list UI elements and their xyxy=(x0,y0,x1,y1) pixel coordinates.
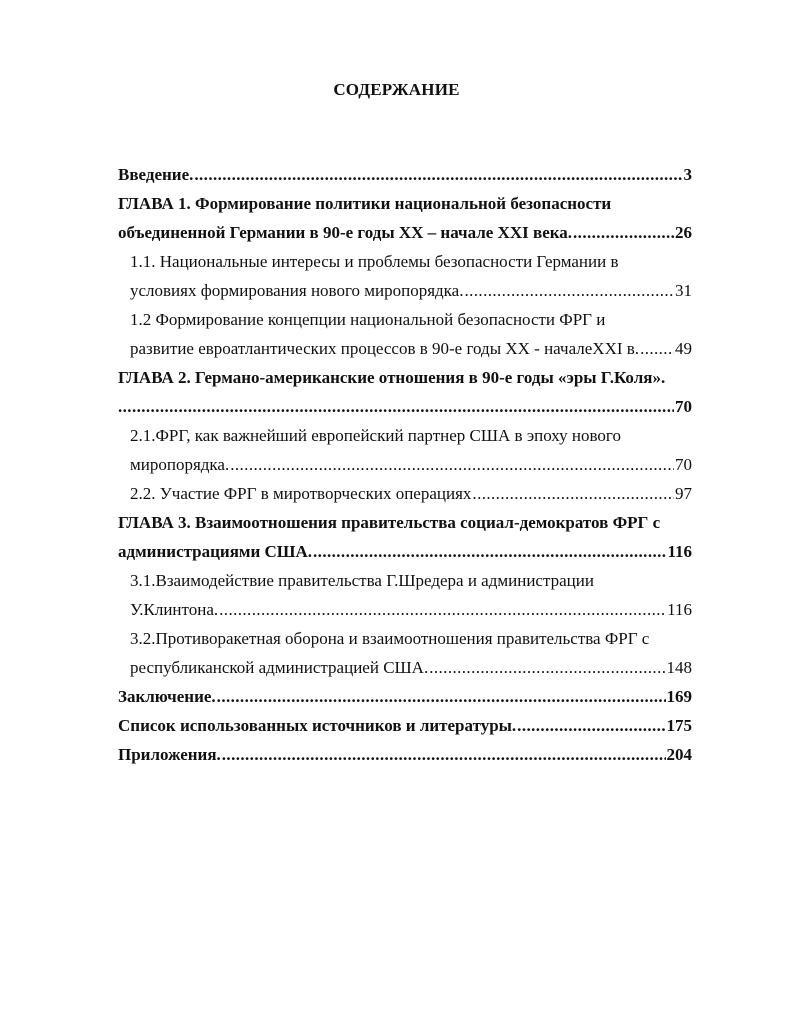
toc-page-number: 116 xyxy=(667,542,692,561)
dot-leader xyxy=(194,160,682,189)
toc-entry-section-3-2-line-1 xyxy=(118,624,692,653)
toc-entry-text: развитие евроатлантических процессов в 90-е годы XX - началеXXI в. xyxy=(130,339,640,358)
toc-entry-text: объединенной Германии в 90-е годы XX – начале XXI века. xyxy=(118,223,573,242)
toc-entry-text: 3.2.Противоракетная оборона и взаимоотношения правительства ФРГ с xyxy=(130,629,650,648)
toc-entry-text: Введение. xyxy=(118,165,194,184)
toc-entry-sources xyxy=(118,711,692,740)
toc-entry-chapter-2-line-1 xyxy=(118,363,692,392)
toc-entry-text: 2.2. Участие ФРГ в миротворческих операциях xyxy=(130,484,472,503)
toc-entry-chapter-1-line-1 xyxy=(118,189,692,218)
toc-page-number: 116 xyxy=(667,600,692,619)
toc-entry-text: 2.1.ФРГ, как важнейший европейский партнер США в эпоху нового xyxy=(130,426,621,445)
toc-entry-section-1-1-line-1 xyxy=(118,247,692,276)
toc-page-number: 49 xyxy=(675,339,692,358)
toc-entry-section-3-2-line-2 xyxy=(118,653,692,682)
toc-entry-text: 1.1. Национальные интересы и проблемы безопасности Германии в xyxy=(130,252,619,271)
dot-leader xyxy=(230,450,674,479)
dot-leader xyxy=(219,595,666,624)
toc-page-number: 97 xyxy=(675,484,692,503)
toc-entry-conclusion xyxy=(118,682,692,711)
toc-entry-text: 1.2 Формирование концепции национальной безопасности ФРГ и xyxy=(130,310,606,329)
toc-page-number: 26 xyxy=(675,223,692,242)
dot-leader xyxy=(118,392,674,421)
toc-entry-text: условиях формирования нового миропорядка. xyxy=(130,281,464,300)
toc-entry-text: Список использованных источников и литературы. xyxy=(118,716,517,735)
toc-entry-text: республиканской администрацией США. xyxy=(130,658,429,677)
toc-entry-section-2-1-line-1 xyxy=(118,421,692,450)
toc-page-number: 70 xyxy=(675,397,692,416)
dot-leader xyxy=(429,653,665,682)
toc-page-number: 148 xyxy=(666,658,692,677)
toc-entry-text: У.Клинтона. xyxy=(130,600,219,619)
dot-leader xyxy=(573,218,674,247)
toc-entry-text: Приложения. xyxy=(118,745,221,764)
dot-leader xyxy=(464,276,674,305)
page-title: СОДЕРЖАНИЕ xyxy=(333,80,460,99)
dot-leader xyxy=(222,740,666,769)
toc-entry-section-2-2 xyxy=(118,479,692,508)
toc-page-number: 175 xyxy=(666,716,692,735)
toc-entry-chapter-1-line-2 xyxy=(118,218,692,247)
toc-entry-section-1-1-line-2 xyxy=(118,276,692,305)
toc-page-number: 204 xyxy=(666,745,692,764)
dot-leader xyxy=(472,479,674,508)
toc-entry-section-2-1-line-2 xyxy=(118,450,692,479)
toc-entry-text: ГЛАВА 3. Взаимоотношения правительства социал-демократов ФРГ с xyxy=(118,513,661,532)
toc-entry-text: миропорядка. xyxy=(130,455,230,474)
table-of-contents xyxy=(118,160,692,769)
toc-entry-appendix xyxy=(118,740,692,769)
toc-entry-chapter-2-line-2 xyxy=(118,392,692,421)
toc-page-number: 31 xyxy=(675,281,692,300)
toc-entry-chapter-3-line-1 xyxy=(118,508,692,537)
toc-entry-intro xyxy=(118,160,692,189)
toc-page-number: 169 xyxy=(666,687,692,706)
dot-leader xyxy=(217,682,666,711)
toc-entry-text: администрациями США. xyxy=(118,542,313,561)
toc-page-number: 3 xyxy=(683,165,692,184)
dot-leader xyxy=(517,711,665,740)
dot-leader xyxy=(313,537,666,566)
dot-leader xyxy=(640,334,674,363)
toc-entry-text: ГЛАВА 1. Формирование политики национальной безопасности xyxy=(118,194,612,213)
toc-entry-section-3-1-line-1 xyxy=(118,566,692,595)
toc-page-number: 70 xyxy=(675,455,692,474)
toc-entry-text: Заключение. xyxy=(118,687,216,706)
toc-entry-text: 3.1.Взаимодействие правительства Г.Шредера и администрации xyxy=(130,571,594,590)
toc-entry-section-1-2-line-2 xyxy=(118,334,692,363)
toc-entry-section-1-2-line-1 xyxy=(118,305,692,334)
toc-entry-chapter-3-line-2 xyxy=(118,537,692,566)
toc-entry-section-3-1-line-2 xyxy=(118,595,692,624)
toc-entry-text: ГЛАВА 2. Германо-американские отношения в 90-е годы «эры Г.Коля». xyxy=(118,368,666,387)
